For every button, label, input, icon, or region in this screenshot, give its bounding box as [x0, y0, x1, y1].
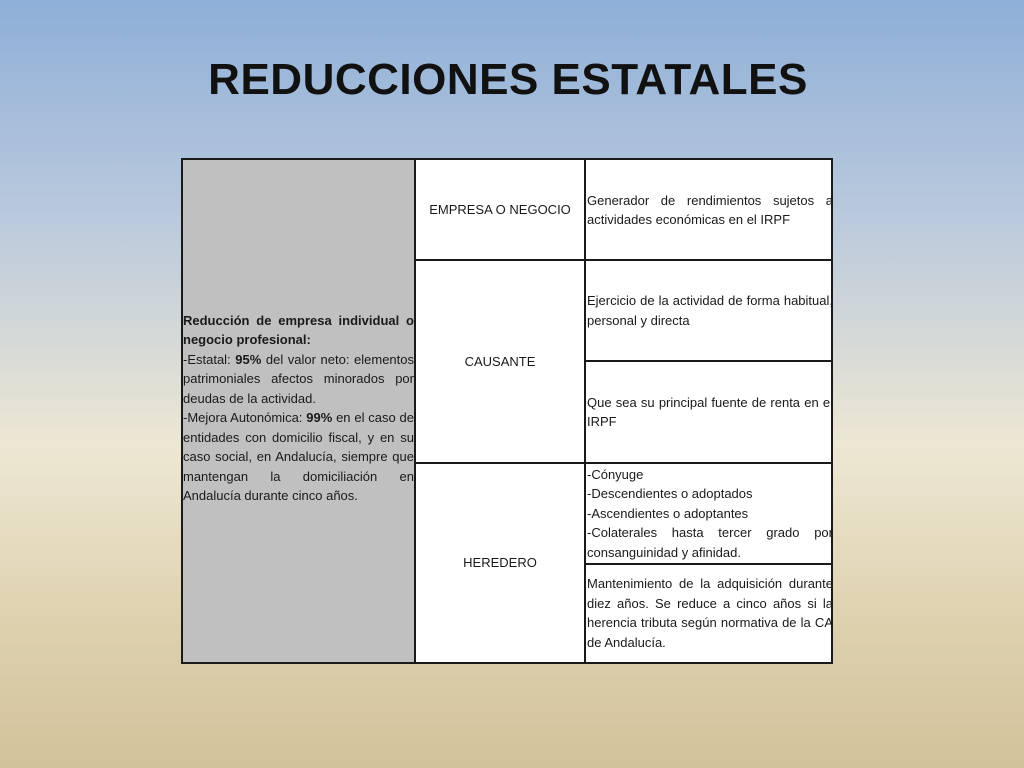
heredero-list-item: -Descendientes o adoptados	[587, 486, 753, 502]
table-rule	[416, 462, 833, 464]
causante-text-1: Ejercicio de la actividad de forma habitual, personal y directa	[587, 293, 833, 328]
table-rule	[416, 259, 833, 261]
causante-text-cell-2	[586, 361, 833, 463]
heredero-list-item: -Ascendientes o adoptantes	[587, 505, 749, 521]
empresa-label-cell	[416, 160, 586, 260]
table-rule	[586, 360, 833, 362]
reduction-description-cell	[183, 160, 416, 662]
heredero-text-cell	[586, 564, 833, 662]
empresa-text-cell	[586, 160, 833, 260]
mejora-percentage: 99%	[306, 410, 333, 425]
empresa-text: Generador de rendimientos sujetos a actividades económicas en el IRPF	[587, 192, 833, 227]
mejora-prefix: -Mejora Autonómica:	[183, 410, 307, 425]
estatal-percentage: 95%	[235, 351, 262, 367]
causante-label-cell	[416, 260, 586, 463]
heredero-list-item: -Colaterales hasta tercer grado por consanguinidad y afinidad.	[587, 525, 833, 560]
mejora-paragraph	[183, 408, 414, 506]
causante-text-2: Que sea su principal fuente de renta en el IRPF	[587, 394, 833, 429]
mejora-text: en el caso de entidades con domicilio fiscal, y en su caso social, en Andalucía, siempre que mantengan la domiciliación en Andalucía durante cinco años.	[183, 410, 414, 503]
estatal-text: del valor neto: elementos patrimoniales afectos minorados por deudas de la actividad.	[183, 351, 414, 406]
causante-text-cell-1	[586, 260, 833, 361]
estatal-paragraph	[183, 350, 414, 409]
causante-label: CAUSANTE	[464, 353, 536, 369]
heredero-list-item: -Cónyuge	[587, 466, 644, 482]
heredero-text: Mantenimiento de la adquisición durante diez años. Se reduce a cinco años si la herencia tributa según normativa de la CA de Andalucía.	[587, 576, 833, 650]
heredero-label-cell	[416, 463, 586, 662]
table-rule	[586, 563, 833, 565]
heredero-label: HEREDERO	[463, 554, 537, 570]
heredero-list-cell	[586, 463, 833, 564]
reduction-heading: Reducción de empresa individual o negocio profesional:	[183, 312, 414, 347]
reductions-table	[181, 158, 833, 664]
slide-title: REDUCCIONES ESTATALES	[208, 55, 808, 104]
empresa-label: EMPRESA O NEGOCIO	[429, 202, 571, 218]
estatal-prefix: -Estatal:	[183, 351, 236, 367]
